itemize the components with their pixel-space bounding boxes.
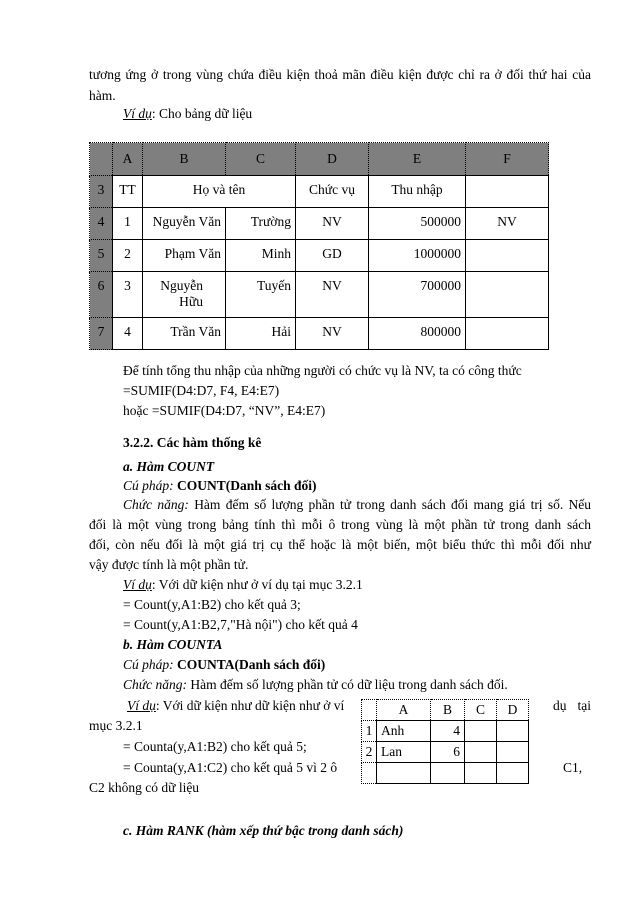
counta-example: Ví dụ: Với dữ kiện như dữ kiện như ở ví xyxy=(127,698,345,713)
table-row xyxy=(90,208,549,240)
col-header-c: C xyxy=(465,700,497,721)
cell xyxy=(466,240,549,272)
row-number: 3 xyxy=(90,176,113,208)
table-row xyxy=(90,318,549,350)
cell: Lan xyxy=(377,742,431,763)
corner-cell xyxy=(362,700,377,721)
cell: 6 xyxy=(431,742,465,763)
count-syntax xyxy=(123,477,317,494)
table-row xyxy=(362,742,529,763)
cell: 4 xyxy=(431,721,465,742)
example-label: Ví dụ xyxy=(123,577,152,592)
col-header-d: D xyxy=(296,143,369,176)
func-label: Chức năng: xyxy=(123,497,189,512)
intro-example xyxy=(123,105,252,122)
intro-line-1: tương ứng ở trong vùng chứa điều kiện thoả mãn điều kiện được chỉ ra ở đối thứ hai của xyxy=(89,67,591,82)
table-row xyxy=(362,763,529,784)
col-header-b: B xyxy=(431,700,465,721)
sumif-line-2: =SUMIF(D4:D7, F4, E4:E7) xyxy=(123,383,280,398)
counta-example-1: = Counta(y,A1:B2) cho kết quả 5; xyxy=(123,739,307,754)
income-sheet xyxy=(89,142,549,350)
counta-example-tail: dụ tại xyxy=(553,698,591,713)
cell: 1 xyxy=(113,208,143,240)
cell: Nguyễn Văn xyxy=(143,208,226,240)
syntax-label: Cú pháp: xyxy=(123,657,174,672)
row-number: 2 xyxy=(362,742,377,763)
column-header-row xyxy=(90,143,549,176)
count-example: Ví dụ: Với dữ kiện như ở ví dụ tại mục 3.2.1 xyxy=(123,577,363,592)
col-header-c: C xyxy=(226,143,296,176)
syntax-value: COUNT(Danh sách đối) xyxy=(177,478,317,493)
cell xyxy=(465,721,497,742)
table-row xyxy=(362,721,529,742)
cell xyxy=(431,763,465,784)
row-number xyxy=(362,763,377,784)
count-func-line-1: Chức năng: Hàm đếm số lượng phần tử trong danh sách đối mang giá trị số. Nếu xyxy=(123,497,591,512)
example-text: : Cho bảng dữ liệu xyxy=(151,106,253,121)
cell: NV xyxy=(466,208,549,240)
row-number: 4 xyxy=(90,208,113,240)
cell: 4 xyxy=(113,318,143,350)
rank-heading: c. Hàm RANK (hàm xếp thứ bậc trong danh sách) xyxy=(123,823,404,838)
syntax-value: COUNTA(Danh sách đối) xyxy=(177,657,326,672)
cell xyxy=(466,272,549,318)
count-func-line-2: đối là một vùng trong bảng tính thì mỗi ô trong vùng là một phần tử trong danh sách xyxy=(89,517,591,532)
cell: Phạm Văn xyxy=(143,240,226,272)
cell: Hải xyxy=(226,318,296,350)
col-header-f: F xyxy=(466,143,549,176)
count-func-line-4: vậy được tính là một phần tử. xyxy=(89,557,249,572)
count-func-line-3: đối, còn nếu đối là một giá trị cụ thể hoặc là một biến, một biểu thức thì mỗi đối như xyxy=(89,537,591,552)
section-heading-322: 3.2.2. Các hàm thống kê xyxy=(123,435,262,450)
cell xyxy=(497,742,529,763)
column-header-row xyxy=(362,700,529,721)
counta-syntax xyxy=(123,656,325,673)
mini-sheet xyxy=(361,699,529,784)
cell: 1000000 xyxy=(369,240,466,272)
sumif-line-3: hoặc =SUMIF(D4:D7, “NV”, E4:E7) xyxy=(123,403,326,418)
cell xyxy=(466,318,549,350)
row-number: 7 xyxy=(90,318,113,350)
cell: NV xyxy=(296,272,369,318)
cell: Nguyễn Hữu xyxy=(143,272,226,318)
cell: 700000 xyxy=(369,272,466,318)
cell: Họ và tên xyxy=(143,176,296,208)
cell: NV xyxy=(296,208,369,240)
table-row xyxy=(90,240,549,272)
cell: 500000 xyxy=(369,208,466,240)
table-row xyxy=(90,176,549,208)
row-number: 1 xyxy=(362,721,377,742)
cell: GD xyxy=(296,240,369,272)
sumif-line-1: Để tính tổng thu nhập của những người có chức vụ là NV, ta có công thức xyxy=(123,363,522,378)
counta-func: Chức năng: Hàm đếm số lượng phần tử có dữ liệu trong danh sách đối. xyxy=(123,677,508,692)
cell xyxy=(465,742,497,763)
cell xyxy=(497,721,529,742)
cell: 2 xyxy=(113,240,143,272)
intro-line-2: hàm. xyxy=(89,88,116,103)
cell: 800000 xyxy=(369,318,466,350)
corner-cell xyxy=(90,143,113,176)
cell: NV xyxy=(296,318,369,350)
count-example-1: = Count(y,A1:B2) cho kết quả 3; xyxy=(123,597,301,612)
col-header-e: E xyxy=(369,143,466,176)
table-row xyxy=(90,272,549,318)
cell: 3 xyxy=(113,272,143,318)
cell: Anh xyxy=(377,721,431,742)
count-example-2: = Count(y,A1:B2,7,"Hà nội") cho kết quả 4 xyxy=(123,617,358,632)
col-header-a: A xyxy=(377,700,431,721)
cell xyxy=(466,176,549,208)
cell: Chức vụ xyxy=(296,176,369,208)
example-label: Ví dụ xyxy=(127,698,156,713)
col-header-d: D xyxy=(497,700,529,721)
row-number: 6 xyxy=(90,272,113,318)
count-heading: a. Hàm COUNT xyxy=(123,459,215,474)
col-header-b: B xyxy=(143,143,226,176)
cell: Trần Văn xyxy=(143,318,226,350)
cell: Minh xyxy=(226,240,296,272)
syntax-label: Cú pháp: xyxy=(123,478,174,493)
row-number: 5 xyxy=(90,240,113,272)
cell xyxy=(377,763,431,784)
example-label: Ví dụ xyxy=(123,106,152,121)
cell: Tuyến xyxy=(226,272,296,318)
cell: Thu nhập xyxy=(369,176,466,208)
cell: TT xyxy=(113,176,143,208)
counta-last-line: C2 không có dữ liệu xyxy=(89,780,200,795)
cell xyxy=(497,763,529,784)
col-header-a: A xyxy=(113,143,143,176)
counta-heading: b. Hàm COUNTA xyxy=(123,637,223,652)
cell xyxy=(465,763,497,784)
counta-example-2: = Counta(y,A1:C2) cho kết quả 5 vì 2 ô xyxy=(123,760,338,775)
counta-line-2: mục 3.2.1 xyxy=(89,718,143,733)
cell: Trường xyxy=(226,208,296,240)
counta-example-2-tail: C1, xyxy=(563,760,583,775)
func-label: Chức năng: xyxy=(123,677,187,692)
